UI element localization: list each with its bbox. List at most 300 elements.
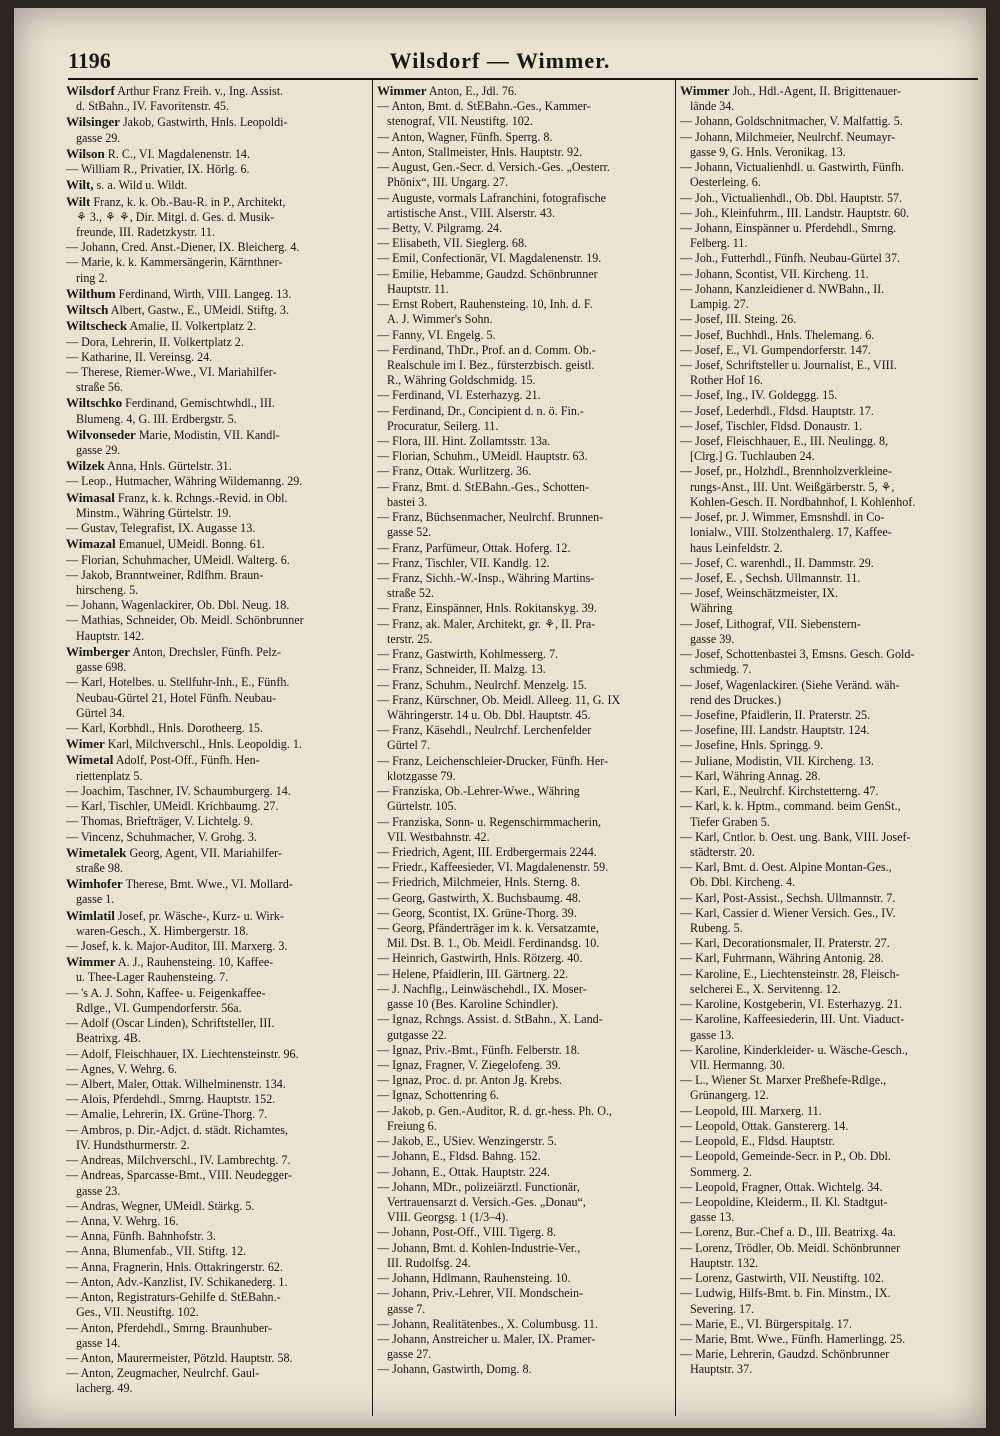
entry-text: — Josef, C. warenhdl., II. Dammstr. 29. bbox=[680, 555, 874, 570]
entry-text: — Josefine, III. Landstr. Hauptstr. 124. bbox=[680, 723, 870, 738]
entry-continuation bbox=[680, 175, 980, 190]
entry-text: — Anton, Zeugmacher, Neulrchf. Gaul- bbox=[66, 1366, 260, 1381]
entry-text: — Anna, Fünfh. Bahnhofstr. 3. bbox=[66, 1229, 216, 1244]
entry-text: Felberg. 11. bbox=[690, 236, 748, 251]
entry-continuation bbox=[377, 419, 671, 434]
entry-text: — Josef, k. k. Major-Auditor, III. Marxerg. 3. bbox=[66, 939, 288, 954]
entry-surname: Wimmer bbox=[66, 954, 116, 970]
entry-text: gasse 23. bbox=[76, 1183, 121, 1198]
entry-text: — Johann, Milchmeier, Neulrchf. Neumayr- bbox=[680, 129, 896, 144]
directory-entry bbox=[377, 83, 671, 99]
directory-entry bbox=[66, 194, 368, 210]
entry-continuation bbox=[66, 1001, 368, 1016]
entry-text: IV. Hundsthurmerstr. 2. bbox=[76, 1137, 190, 1152]
entry-text: — Franz, Einspänner, Hnls. Rokitanskyg. 39. bbox=[377, 601, 597, 616]
entry-text: — Friedrich, Milchmeier, Hnls. Sterng. 8. bbox=[377, 875, 581, 890]
directory-entry bbox=[66, 598, 368, 613]
entry-text: — Alois, Pferdehdl., Smrng. Hauptstr. 152. bbox=[66, 1092, 276, 1107]
directory-entry bbox=[66, 240, 368, 255]
entry-text: — Karoline, Kostgeberin, VI. Esterhazyg. 21. bbox=[680, 997, 903, 1012]
entry-text: gasse 9, G. Hnls. Veronikag. 13. bbox=[690, 144, 846, 159]
entry-text: A. J. Wimmer's Sohn. bbox=[387, 312, 493, 327]
entry-text: — Anna, V. Wehrg. 16. bbox=[66, 1213, 179, 1228]
directory-entry bbox=[66, 752, 368, 768]
directory-entry bbox=[66, 1290, 368, 1305]
entry-text: — Jakob, p. Gen.-Auditor, R. d. gr.-hess. Ph. O., bbox=[377, 1103, 612, 1118]
directory-entry bbox=[680, 951, 980, 966]
entry-text: — Johann, Einspänner u. Pferdehdl., Smrng. bbox=[680, 220, 897, 235]
entry-text: — Josef, Lederhdl., Fldsd. Hauptstr. 17. bbox=[680, 403, 874, 418]
entry-text: — Karl, Cntlor. b. Oest. ung. Bank, VIII. Josef- bbox=[680, 829, 911, 844]
entry-text: — Franz, Gastwirth, Kohlmesserg. 7. bbox=[377, 647, 559, 662]
entry-text: Ferdinand, Wirth, VIII. Langeg. 13. bbox=[115, 286, 292, 301]
entry-text: ⚘ 3., ⚘ ⚘, Dir. Mitgl. d. Ges. d. Musik- bbox=[76, 209, 275, 224]
directory-entry bbox=[66, 1229, 368, 1244]
directory-entry bbox=[680, 1012, 980, 1027]
directory-entry bbox=[680, 282, 980, 297]
directory-entry bbox=[66, 1047, 368, 1062]
entry-text: — Johann, MDr., polizeiärztl. Functionär, bbox=[377, 1179, 580, 1194]
entry-text: — Agnes, V. Wehrg. 6. bbox=[66, 1061, 178, 1076]
directory-entry bbox=[680, 586, 980, 601]
entry-continuation bbox=[680, 875, 980, 890]
entry-surname: Wilvonseder bbox=[66, 426, 136, 442]
entry-continuation bbox=[66, 380, 368, 395]
entry-text: — Johann, Bmt. d. Kohlen-Industrie-Ver., bbox=[377, 1240, 581, 1255]
entry-text: — Georg, Gastwirth, X. Buchsbaumg. 48. bbox=[377, 890, 582, 905]
entry-text: — Karl, Tischler, UMeidl. Krichbaumg. 27. bbox=[66, 799, 279, 814]
directory-entry bbox=[680, 206, 980, 221]
entry-text: — Johann, Anstreicher u. Maler, IX. Pramer- bbox=[377, 1331, 596, 1346]
entry-surname: Wimer bbox=[66, 736, 105, 752]
entry-surname: Wiltsch bbox=[66, 302, 109, 318]
directory-entry bbox=[66, 644, 368, 660]
directory-entry bbox=[377, 1180, 671, 1195]
directory-entry bbox=[66, 1092, 368, 1107]
directory-entry bbox=[680, 754, 980, 769]
entry-text: — Ignaz, Rchngs. Assist. d. StBahn., X. Land- bbox=[377, 1012, 603, 1027]
entry-text: — Anton, Maurermeister, Pötzld. Hauptstr. 58. bbox=[66, 1350, 293, 1365]
page-header bbox=[14, 48, 986, 78]
directory-entry bbox=[66, 553, 368, 568]
directory-entry bbox=[377, 860, 671, 875]
entry-text: — Johann, Victualienhdl. u. Gastwirth, Fünfh. bbox=[680, 160, 905, 175]
entry-text: — Franz, Tischler, VII. Kandlg. 12. bbox=[377, 555, 550, 570]
directory-entry bbox=[377, 1043, 671, 1058]
entry-text: R., Währing Goldschmidg. 15. bbox=[387, 373, 536, 388]
entry-text: Joh., Hdl.-Agent, II. Brigittenauer- bbox=[729, 84, 901, 98]
directory-entry bbox=[66, 876, 368, 892]
entry-text: — Karl, Bmt. d. Oest. Alpine Montan-Ges., bbox=[680, 860, 892, 875]
entry-text: Hauptstr. 37. bbox=[690, 1362, 753, 1377]
directory-entry bbox=[377, 510, 671, 525]
directory-entry bbox=[66, 814, 368, 829]
entry-continuation bbox=[680, 601, 980, 616]
entry-text: — Thomas, Briefträger, V. Lichtelg. 9. bbox=[66, 814, 253, 829]
directory-entry bbox=[66, 736, 368, 752]
entry-text: — Franz, Ottak. Wurlitzerg. 36. bbox=[377, 464, 532, 479]
entry-text: — Karl, Decorationsmaler, II. Praterstr. 27. bbox=[680, 936, 890, 951]
entry-continuation bbox=[680, 1028, 980, 1043]
entry-text: d. StBahn., IV. Favoritenstr. 45. bbox=[76, 99, 229, 114]
directory-entry bbox=[680, 1332, 980, 1347]
entry-text: — Leopold, Fragner, Ottak. Wichtelg. 34. bbox=[680, 1179, 883, 1194]
entry-text: — Johann, Goldschnitmacher, V. Malfattig. 5. bbox=[680, 114, 903, 129]
entry-surname: Wimlatil bbox=[66, 907, 115, 923]
entry-text: — Flora, III. Hint. Zollamtsstr. 13a. bbox=[377, 434, 551, 449]
entry-text: — Johann, E., Fldsd. Bahng. 152. bbox=[377, 1149, 541, 1164]
entry-text: ring 2. bbox=[76, 270, 108, 285]
entry-text: — Andras, Wegner, UMeidl. Stärkg. 5. bbox=[66, 1198, 255, 1213]
directory-entry bbox=[377, 480, 671, 495]
directory-entry bbox=[66, 1107, 368, 1122]
entry-text: — Leopoldine, Kleiderm., II. Kl. Stadtgut- bbox=[680, 1194, 888, 1209]
entry-text: — Leopold, Gemeinde-Secr. in P., Ob. Dbl. bbox=[680, 1149, 891, 1164]
entry-text: — Jakob, Branntweiner, Rdlfhm. Braun- bbox=[66, 567, 264, 582]
directory-entry bbox=[680, 328, 980, 343]
entry-text: Rdlge., VI. Gumpendorferstr. 56a. bbox=[76, 1000, 242, 1015]
entry-text: — Amalie, Lehrerin, IX. Grüne-Thorg. 7. bbox=[66, 1107, 268, 1122]
directory-column bbox=[377, 83, 671, 1378]
entry-text: Hauptstr. 142. bbox=[76, 628, 145, 643]
directory-entry bbox=[66, 799, 368, 814]
directory-entry bbox=[377, 678, 671, 693]
directory-entry bbox=[66, 830, 368, 845]
directory-entry bbox=[680, 312, 980, 327]
directory-entry bbox=[377, 647, 671, 662]
entry-text: — Andreas, Milchverschl., IV. Lambrechtg. 7. bbox=[66, 1153, 291, 1168]
entry-surname: Wiltschko bbox=[66, 395, 123, 411]
entry-text: — Juliane, Modistin, VII. Kircheng. 13. bbox=[680, 753, 874, 768]
entry-text: — Leopold, Ottak. Ganstererg. 14. bbox=[680, 1118, 849, 1133]
entry-text: — Emilie, Hebamme, Gaudzd. Schönbrunner bbox=[377, 266, 598, 281]
directory-entry bbox=[680, 571, 980, 586]
directory-entry bbox=[680, 160, 980, 175]
directory-entry bbox=[66, 458, 368, 474]
entry-continuation bbox=[66, 583, 368, 598]
directory-entry bbox=[66, 1168, 368, 1183]
directory-entry bbox=[66, 1123, 368, 1138]
entry-text: — Georg, Pfänderträger im k. k. Versatzamte, bbox=[377, 921, 599, 936]
entry-text: — Karl, Fuhrmann, Währing Antonig. 28. bbox=[680, 951, 884, 966]
entry-text: gasse 29. bbox=[76, 130, 121, 145]
directory-entry bbox=[377, 754, 671, 769]
directory-entry bbox=[680, 343, 980, 358]
directory-entry bbox=[680, 936, 980, 951]
entry-text: Gürtel 7. bbox=[387, 738, 430, 753]
entry-text: — Franz, Schuhm., Neulrchf. Menzelg. 15. bbox=[377, 677, 587, 692]
directory-entry bbox=[66, 568, 368, 583]
entry-continuation bbox=[66, 1138, 368, 1153]
entry-continuation bbox=[66, 629, 368, 644]
entry-text: Josef, pr. Wäsche-, Kurz- u. Wirk- bbox=[114, 908, 284, 923]
entry-text: — Johann, Hdlmann, Rauhensteing. 10. bbox=[377, 1271, 571, 1286]
directory-entry bbox=[66, 939, 368, 954]
directory-entry bbox=[377, 449, 671, 464]
directory-entry bbox=[680, 434, 980, 449]
directory-entry bbox=[377, 388, 671, 403]
entry-text: — Johann, Gastwirth, Domg. 8. bbox=[377, 1362, 532, 1377]
directory-entry bbox=[377, 160, 671, 175]
entry-text: Grünangerg. 12. bbox=[690, 1088, 769, 1103]
directory-entry bbox=[377, 1286, 671, 1301]
entry-continuation bbox=[66, 892, 368, 907]
directory-entry bbox=[680, 388, 980, 403]
entry-text: — Florian, Schuhm., UMeidl. Hauptstr. 63. bbox=[377, 449, 588, 464]
entry-text: — Josef, III. Steing. 26. bbox=[680, 312, 797, 327]
entry-text: — Mathias, Schneider, Ob. Meidl. Schönbrunner bbox=[66, 613, 304, 628]
entry-text: u. Thee-Lager Rauhensteing. 7. bbox=[76, 970, 229, 985]
entry-text: terstr. 25. bbox=[387, 631, 433, 646]
directory-entry bbox=[66, 986, 368, 1001]
entry-text: A. J., Rauhensteing. 10, Kaffee- bbox=[115, 955, 274, 970]
directory-entry bbox=[377, 343, 671, 358]
entry-text: — Elisabeth, VII. Sieglerg. 68. bbox=[377, 236, 528, 251]
entry-text: — Ferdinand, ThDr., Prof. an d. Comm. Ob.- bbox=[377, 342, 596, 357]
entry-text: lacherg. 49. bbox=[76, 1381, 133, 1396]
entry-continuation bbox=[377, 738, 671, 753]
entry-text: — Ignaz, Fragner, V. Ziegelofeng. 39. bbox=[377, 1058, 561, 1072]
directory-entry bbox=[680, 708, 980, 723]
entry-text: lonialw., VIII. Stolzenthalerg. 17, Kaffee- bbox=[690, 525, 892, 540]
entry-surname: Wilzek bbox=[66, 458, 105, 474]
directory-entry bbox=[377, 236, 671, 251]
entry-text: VIII. Georgsg. 1 (1/3–4). bbox=[387, 1210, 509, 1225]
entry-text: — Helene, Pfaidlerin, III. Gärtnerg. 22. bbox=[377, 966, 569, 981]
entry-text: — Lorenz, Bur.-Chef a. D., III. Beatrixg. 4a. bbox=[680, 1225, 896, 1240]
directory-entry bbox=[680, 617, 980, 632]
entry-text: Karl, Milchverschl., Hnls. Leopoldig. 1. bbox=[104, 737, 302, 752]
entry-continuation bbox=[680, 145, 980, 160]
directory-entry bbox=[680, 1073, 980, 1088]
entry-text: — Georg, Scontist, IX. Grüne-Thorg. 39. bbox=[377, 905, 577, 920]
entry-text: — August, Gen.-Secr. d. Versich.-Ges. „Oesterr. bbox=[377, 160, 610, 175]
entry-text: — Franz, Parfümeur, Ottak. Hoferg. 12. bbox=[377, 540, 571, 555]
entry-text: stenograf, VII. Neustiftg. 102. bbox=[387, 114, 533, 129]
entry-continuation bbox=[680, 815, 980, 830]
directory-entry bbox=[66, 427, 368, 443]
entry-text: Währingerstr. 14 u. Ob. Dbl. Hauptstr. 45. bbox=[387, 707, 591, 722]
directory-entry bbox=[377, 906, 671, 921]
entry-continuation bbox=[680, 541, 980, 556]
entry-text: — Franz, Leichenschleier-Drucker, Fünfh. Her- bbox=[377, 753, 609, 768]
entry-surname: Wimetal bbox=[66, 752, 114, 768]
directory-entry bbox=[66, 1214, 368, 1229]
entry-text: — Fanny, VI. Engelg. 5. bbox=[377, 327, 496, 342]
entry-text: — Johann, Kanzleidiener d. NWBahn., II. bbox=[680, 281, 885, 296]
entry-surname: Wilsdorf bbox=[66, 83, 115, 98]
entry-text: — Johann, Wagenlackirer, Ob. Dbl. Neug. 18. bbox=[66, 598, 290, 613]
entry-continuation bbox=[377, 373, 671, 388]
entry-text: gasse 29. bbox=[76, 443, 121, 458]
directory-entry bbox=[377, 845, 671, 860]
entry-text: gasse 39. bbox=[690, 631, 735, 646]
entry-continuation bbox=[66, 970, 368, 985]
entry-text: — Anton, Adv.-Kanzlist, IV. Schikanederg. 1. bbox=[66, 1274, 288, 1289]
entry-text: — Jakob, E., USiev. Wenzingerstr. 5. bbox=[377, 1134, 557, 1149]
directory-entry bbox=[680, 799, 980, 814]
directory-entry bbox=[377, 875, 671, 890]
entry-text: — Josefine, Hnls. Springg. 9. bbox=[680, 738, 824, 753]
directory-entry bbox=[66, 536, 368, 552]
column-divider bbox=[372, 80, 373, 1416]
entry-text: hirscheng. 5. bbox=[76, 583, 139, 597]
entry-surname: Wilt bbox=[66, 193, 91, 209]
entry-text: Therese, Bmt. Wwe., VI. Mollard- bbox=[122, 877, 293, 892]
entry-text: — Josef, Weinschätzmeister, IX. bbox=[680, 586, 839, 601]
entry-text: Lampig. 27. bbox=[690, 297, 749, 312]
entry-continuation bbox=[680, 495, 980, 510]
entry-text: — Josef, E. , Sechsh. Ullmannstr. 11. bbox=[680, 571, 861, 585]
entry-surname: Wimberger bbox=[66, 643, 131, 659]
entry-text: — Joachim, Taschner, IV. Schaumburgerg. 14. bbox=[66, 783, 291, 798]
entry-text: straße 56. bbox=[76, 380, 124, 395]
entry-text: — Ferdinand, Dr., Concipient d. n. ö. Fin.- bbox=[377, 403, 584, 418]
entry-continuation bbox=[680, 1058, 980, 1073]
entry-text: rend des Druckes.) bbox=[690, 692, 782, 707]
entry-continuation bbox=[377, 175, 671, 190]
page-number: 1196 bbox=[68, 48, 111, 73]
directory-entry bbox=[377, 1332, 671, 1347]
directory-entry bbox=[377, 815, 671, 830]
directory-entry bbox=[377, 967, 671, 982]
entry-continuation bbox=[66, 691, 368, 706]
directory-entry bbox=[680, 1241, 980, 1256]
entry-text: gasse 52. bbox=[387, 525, 432, 540]
entry-continuation bbox=[66, 1381, 368, 1396]
directory-entry bbox=[680, 358, 980, 373]
entry-continuation bbox=[377, 114, 671, 129]
directory-entry bbox=[680, 191, 980, 206]
entry-surname: Wimazal bbox=[66, 536, 116, 552]
entry-continuation bbox=[680, 845, 980, 860]
directory-entry bbox=[66, 1077, 368, 1092]
directory-entry bbox=[680, 1180, 980, 1195]
entry-text: — Emil, Confectionär, VI. Magdalenenstr. 19. bbox=[377, 251, 602, 266]
entry-text: freunde, III. Radetzkystr. 11. bbox=[76, 224, 215, 239]
entry-surname: Wilthum bbox=[66, 285, 116, 301]
entry-text: — Vincenz, Schuhmacher, V. Grohg. 3. bbox=[66, 829, 257, 844]
directory-entry bbox=[680, 906, 980, 921]
entry-text: Phönix“, III. Ungarg. 27. bbox=[387, 175, 509, 190]
entry-continuation bbox=[377, 206, 671, 221]
entry-text: gutgasse 22. bbox=[387, 1027, 447, 1042]
entry-text: Ferdinand, Gemischtwhdl., III. bbox=[122, 396, 275, 411]
entry-surname: Wimmer bbox=[377, 83, 427, 98]
directory-entry bbox=[66, 1016, 368, 1031]
directory-entry bbox=[377, 571, 671, 586]
entry-continuation bbox=[377, 495, 671, 510]
directory-entry bbox=[66, 162, 368, 177]
entry-text: Amalie, II. Volkertplatz 2. bbox=[127, 319, 257, 334]
header-rule bbox=[68, 78, 978, 80]
entry-text: — Karl, k. k. Hptm., command. beim GenSt., bbox=[680, 799, 901, 814]
entry-continuation bbox=[66, 861, 368, 876]
entry-text: — Marie, k. k. Kammersängerin, Kärnthner- bbox=[66, 255, 283, 270]
entry-text: — Anton, Wagner, Fünfh. Sperrg. 8. bbox=[377, 129, 553, 144]
entry-text: straße 52. bbox=[387, 586, 435, 601]
entry-continuation bbox=[377, 1028, 671, 1043]
entry-text: Rubeng. 5. bbox=[690, 921, 743, 936]
directory-entry bbox=[377, 601, 671, 616]
entry-continuation bbox=[680, 1210, 980, 1225]
entry-continuation bbox=[66, 506, 368, 521]
entry-text: — Franz, Büchsenmacher, Neulrchf. Brunnen- bbox=[377, 510, 604, 525]
entry-text: gasse 13. bbox=[690, 1027, 735, 1042]
directory-entry bbox=[377, 251, 671, 266]
directory-entry bbox=[66, 177, 368, 193]
entry-continuation bbox=[680, 1302, 980, 1317]
entry-text: Georg, Agent, VII. Mariahilfer- bbox=[126, 845, 282, 860]
directory-entry bbox=[66, 114, 368, 130]
directory-entry bbox=[377, 617, 671, 632]
entry-text: schmiedg. 7. bbox=[690, 662, 752, 677]
entry-text: riettenplatz 5. bbox=[76, 768, 143, 783]
entry-continuation bbox=[680, 1256, 980, 1271]
directory-entry bbox=[377, 1241, 671, 1256]
entry-text: Blumeng. 4, G. III. Erdbergstr. 5. bbox=[76, 411, 237, 426]
entry-text: — Franz, Bmt. d. StEBahn.-Ges., Schotten- bbox=[377, 479, 589, 494]
entry-text: — Marie, E., VI. Bürgerspitalg. 17. bbox=[680, 1316, 852, 1331]
entry-continuation bbox=[377, 1256, 671, 1271]
entry-text: Adolf, Post-Off., Fünfh. Hen- bbox=[113, 753, 260, 768]
directory-entry bbox=[377, 1058, 671, 1073]
entry-continuation bbox=[66, 1031, 368, 1046]
directory-entry bbox=[680, 1195, 980, 1210]
directory-entry bbox=[66, 146, 368, 162]
directory-entry bbox=[377, 464, 671, 479]
entry-text: Oesterleing. 6. bbox=[690, 175, 761, 190]
entry-text: Franz, k. k. Rchngs.-Revid. in Obl. bbox=[114, 490, 288, 505]
entry-continuation bbox=[680, 449, 980, 464]
entry-continuation bbox=[377, 936, 671, 951]
entry-text: — Johann, Scontist, VII. Kircheng. 11. bbox=[680, 266, 869, 281]
entry-text: Gürtel 34. bbox=[76, 705, 126, 720]
entry-continuation bbox=[66, 660, 368, 675]
entry-text: Beatrixg. 4B. bbox=[76, 1031, 141, 1046]
entry-text: straße 98. bbox=[76, 860, 124, 875]
entry-surname: Wiltscheck bbox=[66, 318, 128, 334]
entry-continuation bbox=[66, 706, 368, 721]
entry-text: Tiefer Graben 5. bbox=[690, 814, 770, 829]
entry-surname: Wilsinger bbox=[66, 114, 120, 130]
directory-entry bbox=[66, 365, 368, 380]
entry-text: — Josef, Schottenbastei 3, Emsns. Gesch. Gold- bbox=[680, 647, 915, 662]
directory-entry bbox=[680, 1347, 980, 1362]
entry-text: — Joh., Kleinfuhrm., III. Landstr. Hauptstr. 60. bbox=[680, 205, 910, 220]
directory-entry bbox=[680, 556, 980, 571]
entry-text: — Betty, V. Pilgramg. 24. bbox=[377, 220, 503, 235]
entry-text: Minstm., Währing Gürtelstr. 19. bbox=[76, 505, 232, 520]
entry-text: VII. Hermanng. 30. bbox=[690, 1058, 786, 1072]
entry-text: Albert, Gastw., E., UMeidl. Stiftg. 3. bbox=[108, 303, 289, 318]
directory-entry bbox=[680, 404, 980, 419]
entry-continuation bbox=[377, 1210, 671, 1225]
entry-text: — Ignaz, Proc. d. pr. Anton Jg. Krebs. bbox=[377, 1073, 563, 1088]
entry-text: — Josef, Wagenlackirer. (Siehe Veränd. wäh- bbox=[680, 677, 900, 692]
entry-text: — Florian, Schuhmacher, UMeidl. Walterg. 6. bbox=[66, 552, 290, 567]
entry-text: — 's A. J. Sohn, Kaffee- u. Feigenkaffee- bbox=[66, 985, 266, 1000]
entry-continuation bbox=[377, 799, 671, 814]
entry-text: — Adolf (Oscar Linden), Schriftsteller, III. bbox=[66, 1016, 275, 1031]
directory-entry bbox=[66, 395, 368, 411]
entry-text: — Dora, Lehrerin, II. Volkertplatz 2. bbox=[66, 334, 244, 349]
directory-page bbox=[14, 8, 986, 1428]
entry-text: — Friedr., Kaffeesieder, VI. Magdalenenstr. 59. bbox=[377, 860, 609, 875]
entry-text: Hauptstr. 11. bbox=[387, 281, 449, 296]
directory-entry bbox=[377, 541, 671, 556]
directory-entry bbox=[377, 191, 671, 206]
